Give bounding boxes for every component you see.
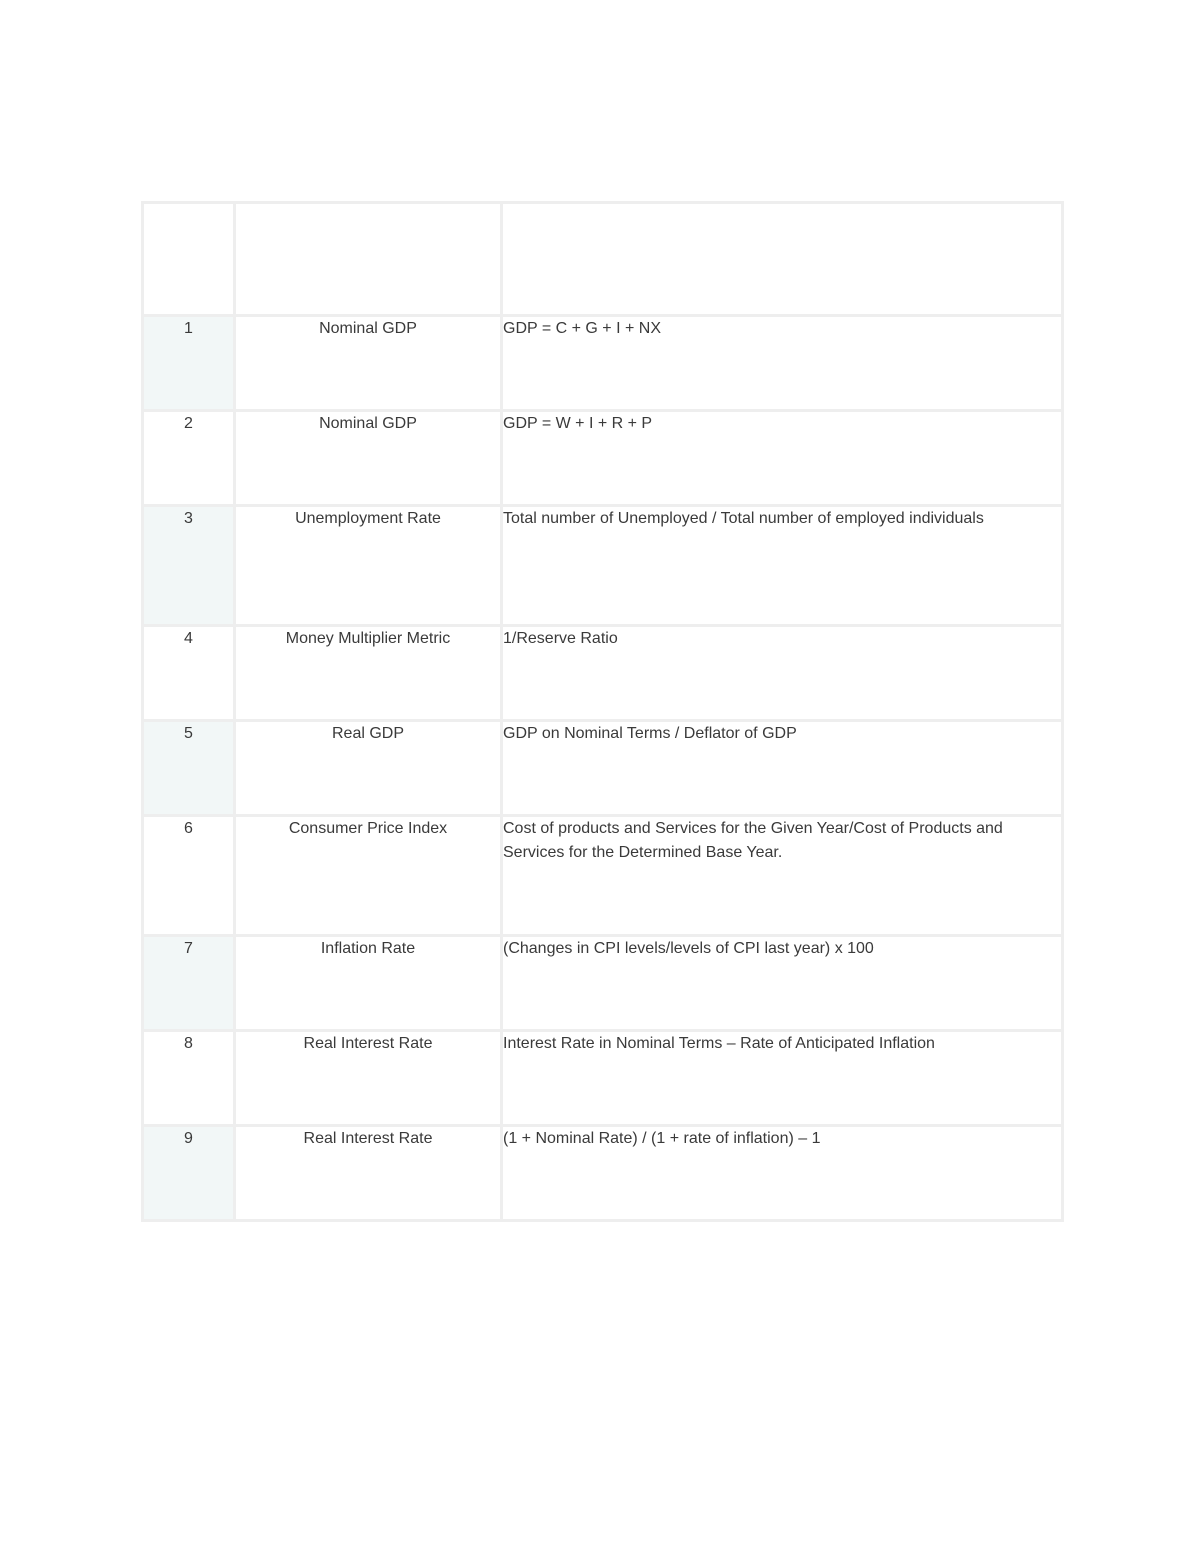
metric-name: Real Interest Rate — [235, 1031, 502, 1126]
table-row — [143, 626, 1063, 721]
row-number: 1 — [143, 316, 235, 411]
table-row — [143, 816, 1063, 936]
table-row — [143, 1031, 1063, 1126]
table-row — [143, 506, 1063, 626]
metric-name: Inflation Rate — [235, 936, 502, 1031]
formula-table — [141, 201, 1064, 1222]
metric-name: Money Multiplier Metric — [235, 626, 502, 721]
row-number: 2 — [143, 411, 235, 506]
row-number: 6 — [143, 816, 235, 936]
header-cell-name — [235, 203, 502, 316]
metric-name: Unemployment Rate — [235, 506, 502, 626]
table-row — [143, 936, 1063, 1031]
metric-formula: Interest Rate in Nominal Terms – Rate of Anticipated Inflation — [502, 1031, 1063, 1126]
metric-name: Consumer Price Index — [235, 816, 502, 936]
row-number: 9 — [143, 1126, 235, 1221]
metric-name: Real GDP — [235, 721, 502, 816]
row-number: 5 — [143, 721, 235, 816]
table-row — [143, 721, 1063, 816]
metric-name: Nominal GDP — [235, 411, 502, 506]
row-number: 3 — [143, 506, 235, 626]
row-number: 7 — [143, 936, 235, 1031]
table-row — [143, 411, 1063, 506]
table-row — [143, 316, 1063, 411]
metric-name: Real Interest Rate — [235, 1126, 502, 1221]
metric-formula: Total number of Unemployed / Total number of employed individuals — [502, 506, 1063, 626]
metric-formula: 1/Reserve Ratio — [502, 626, 1063, 721]
header-cell-number — [143, 203, 235, 316]
row-number: 8 — [143, 1031, 235, 1126]
header-cell-formula — [502, 203, 1063, 316]
metric-formula: GDP = W + I + R + P — [502, 411, 1063, 506]
metric-formula: (1 + Nominal Rate) / (1 + rate of inflation) – 1 — [502, 1126, 1063, 1221]
table-header-row — [143, 203, 1063, 316]
metric-name: Nominal GDP — [235, 316, 502, 411]
row-number: 4 — [143, 626, 235, 721]
metric-formula: GDP on Nominal Terms / Deflator of GDP — [502, 721, 1063, 816]
metric-formula: GDP = C + G + I + NX — [502, 316, 1063, 411]
metric-formula: Cost of products and Services for the Given Year/Cost of Products and Services for the Determined Base Year. — [502, 816, 1063, 936]
metric-formula: (Changes in CPI levels/levels of CPI last year) x 100 — [502, 936, 1063, 1031]
table-row — [143, 1126, 1063, 1221]
